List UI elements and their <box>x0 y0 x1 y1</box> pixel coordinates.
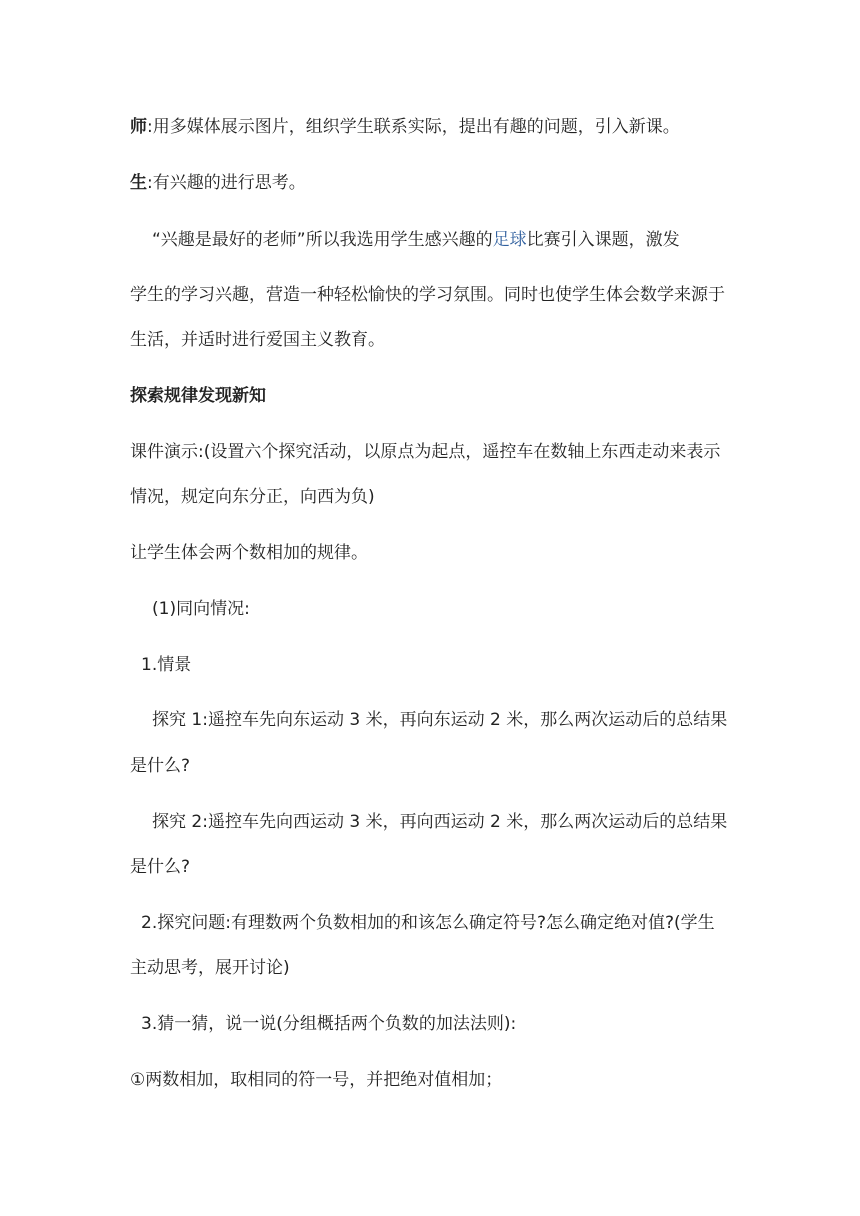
teacher-label: 师 <box>130 117 147 137</box>
teacher-text: :用多媒体展示图片，组织学生联系实际，提出有趣的问题，引入新课。 <box>147 117 680 137</box>
rule-intro-text: 让学生体会两个数相加的规律。 <box>130 543 368 563</box>
football-link[interactable]: 足球 <box>492 230 527 250</box>
scenario-item: 1.情景 <box>141 655 192 675</box>
interest-paragraph-line1 <box>152 229 680 251</box>
same-direction-heading: (1)同向情况: <box>152 599 250 619</box>
rule-item-1: ①两数相加，取相同的符一号，并把绝对值相加； <box>130 1070 503 1090</box>
student-label: 生 <box>130 173 147 193</box>
interest-paragraph-line3: 生活，并适时进行爱国主义教育。 <box>130 330 385 350</box>
student-paragraph <box>130 172 306 194</box>
question-line1: 2.探究问题:有理数两个负数相加的和该怎么确定符号?怎么确定绝对值?(学生 <box>141 913 715 933</box>
section-heading: 探索规律发现新知 <box>130 386 266 406</box>
student-text: :有兴趣的进行思考。 <box>147 173 306 193</box>
courseware-line2: 情况，规定向东分正，向西为负) <box>130 487 375 507</box>
interest-text-pre: “兴趣是最好的老师”所以我选用学生感兴趣的 <box>152 230 493 250</box>
explore2-line1: 探究 2:遥控车先向西运动 3 米，再向西运动 2 米，那么两次运动后的总结果 <box>152 812 728 832</box>
explore1-line2: 是什么? <box>130 756 191 776</box>
interest-paragraph-line2: 学生的学习兴趣，营造一种轻松愉快的学习氛围。同时也使学生体会数学来源于 <box>130 285 725 305</box>
courseware-line1: 课件演示:(设置六个探究活动，以原点为起点，遥控车在数轴上东西走动来表示 <box>130 442 721 462</box>
interest-text-post: 比赛引入课题，激发 <box>526 230 680 250</box>
explore2-line2: 是什么? <box>130 857 191 877</box>
teacher-paragraph <box>130 116 680 138</box>
question-line2: 主动思考，展开讨论) <box>130 958 290 978</box>
explore1-line1: 探究 1:遥控车先向东运动 3 米，再向东运动 2 米，那么两次运动后的总结果 <box>152 710 728 730</box>
guess-item: 3.猜一猜，说一说(分组概括两个负数的加法法则): <box>141 1014 517 1034</box>
